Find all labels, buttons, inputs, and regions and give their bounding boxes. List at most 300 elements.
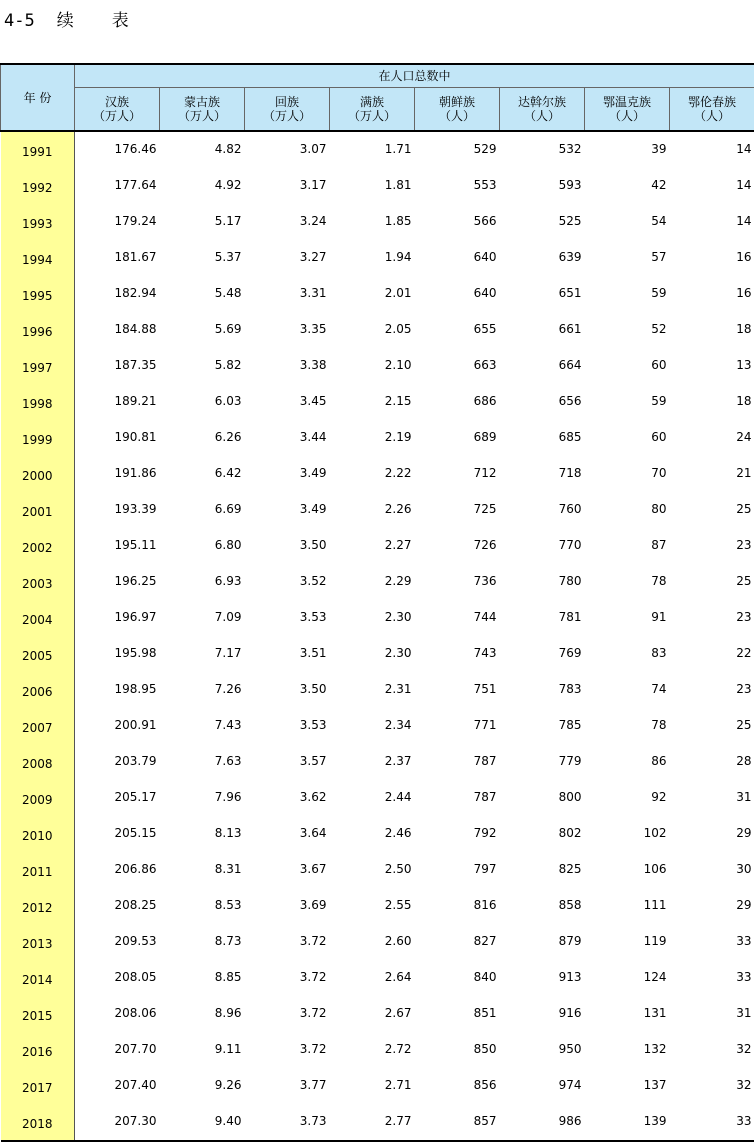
value-cell: 8.73 [160,924,245,960]
value-cell: 3.17 [245,168,330,204]
value-cell: 177.64 [75,168,160,204]
value-cell: 7.43 [160,708,245,744]
table-row [1,672,754,708]
value-cell: 3.50 [245,528,330,564]
value-cell: 686 [415,384,500,420]
value-cell: 655 [415,312,500,348]
value-cell: 139 [585,1104,670,1141]
column-name: 鄂温克族 [585,95,669,109]
value-cell: 3.62 [245,780,330,816]
value-cell: 25 [670,564,754,600]
table-row [1,816,754,852]
table-row [1,204,754,240]
value-cell: 950 [500,1032,585,1068]
value-cell: 7.63 [160,744,245,780]
value-cell: 2.67 [330,996,415,1032]
year-cell: 2010 [1,816,75,852]
value-cell: 2.34 [330,708,415,744]
value-cell: 196.25 [75,564,160,600]
column-name: 满族 [330,95,414,109]
value-cell: 725 [415,492,500,528]
column-name: 回族 [245,95,329,109]
value-cell: 24 [670,420,754,456]
value-cell: 1.85 [330,204,415,240]
value-cell: 14 [670,168,754,204]
year-cell: 2003 [1,564,75,600]
value-cell: 661 [500,312,585,348]
value-cell: 787 [415,744,500,780]
value-cell: 2.15 [330,384,415,420]
year-cell: 2018 [1,1104,75,1141]
value-cell: 780 [500,564,585,600]
year-column-header: 年 份 [1,64,75,131]
table-row [1,456,754,492]
year-cell: 1993 [1,204,75,240]
value-cell: 1.81 [330,168,415,204]
table-row [1,996,754,1032]
value-cell: 2.27 [330,528,415,564]
table-row [1,1032,754,1068]
value-cell: 198.95 [75,672,160,708]
value-cell: 39 [585,131,670,168]
column-header [585,88,670,132]
table-row [1,348,754,384]
value-cell: 74 [585,672,670,708]
value-cell: 207.40 [75,1068,160,1104]
table-row [1,744,754,780]
value-cell: 916 [500,996,585,1032]
value-cell: 2.44 [330,780,415,816]
column-header [670,88,754,132]
value-cell: 5.82 [160,348,245,384]
value-cell: 770 [500,528,585,564]
value-cell: 30 [670,852,754,888]
value-cell: 106 [585,852,670,888]
year-cell: 1999 [1,420,75,456]
value-cell: 9.11 [160,1032,245,1068]
population-table [0,63,754,1142]
value-cell: 2.77 [330,1104,415,1141]
table-row [1,1068,754,1104]
value-cell: 124 [585,960,670,996]
column-name: 蒙古族 [160,95,244,109]
value-cell: 840 [415,960,500,996]
table-header [1,64,754,131]
value-cell: 2.71 [330,1068,415,1104]
value-cell: 3.73 [245,1104,330,1141]
table-row [1,924,754,960]
year-cell: 1997 [1,348,75,384]
value-cell: 797 [415,852,500,888]
value-cell: 176.46 [75,131,160,168]
table-row [1,312,754,348]
value-cell: 5.69 [160,312,245,348]
value-cell: 1.71 [330,131,415,168]
value-cell: 783 [500,672,585,708]
value-cell: 2.22 [330,456,415,492]
value-cell: 685 [500,420,585,456]
value-cell: 3.49 [245,456,330,492]
value-cell: 25 [670,708,754,744]
value-cell: 207.70 [75,1032,160,1068]
value-cell: 3.67 [245,852,330,888]
column-unit: （万人） [330,109,414,123]
value-cell: 651 [500,276,585,312]
column-unit: （人） [670,109,754,123]
year-cell: 2012 [1,888,75,924]
value-cell: 6.26 [160,420,245,456]
value-cell: 102 [585,816,670,852]
value-cell: 54 [585,204,670,240]
value-cell: 191.86 [75,456,160,492]
value-cell: 529 [415,131,500,168]
value-cell: 2.31 [330,672,415,708]
value-cell: 2.26 [330,492,415,528]
value-cell: 3.64 [245,816,330,852]
value-cell: 83 [585,636,670,672]
value-cell: 29 [670,816,754,852]
value-cell: 13 [670,348,754,384]
value-cell: 726 [415,528,500,564]
value-cell: 743 [415,636,500,672]
value-cell: 3.77 [245,1068,330,1104]
value-cell: 29 [670,888,754,924]
value-cell: 2.01 [330,276,415,312]
value-cell: 3.50 [245,672,330,708]
year-cell: 2015 [1,996,75,1032]
value-cell: 78 [585,564,670,600]
column-header [330,88,415,132]
column-unit: （万人） [160,109,244,123]
value-cell: 856 [415,1068,500,1104]
year-cell: 2016 [1,1032,75,1068]
year-cell: 2006 [1,672,75,708]
value-cell: 3.72 [245,1032,330,1068]
value-cell: 974 [500,1068,585,1104]
value-cell: 23 [670,528,754,564]
value-cell: 2.46 [330,816,415,852]
year-cell: 2002 [1,528,75,564]
value-cell: 70 [585,456,670,492]
value-cell: 986 [500,1104,585,1141]
value-cell: 640 [415,240,500,276]
value-cell: 736 [415,564,500,600]
value-cell: 3.57 [245,744,330,780]
value-cell: 5.37 [160,240,245,276]
value-cell: 3.52 [245,564,330,600]
value-cell: 787 [415,780,500,816]
column-name: 汉族 [75,95,159,109]
table-row [1,708,754,744]
year-cell: 2017 [1,1068,75,1104]
value-cell: 8.13 [160,816,245,852]
value-cell: 189.21 [75,384,160,420]
table-row [1,168,754,204]
value-cell: 2.30 [330,636,415,672]
value-cell: 2.72 [330,1032,415,1068]
column-unit: （人） [585,109,669,123]
value-cell: 92 [585,780,670,816]
value-cell: 206.86 [75,852,160,888]
table-row [1,131,754,168]
value-cell: 802 [500,816,585,852]
value-cell: 792 [415,816,500,852]
year-cell: 1995 [1,276,75,312]
value-cell: 31 [670,780,754,816]
year-cell: 2011 [1,852,75,888]
value-cell: 131 [585,996,670,1032]
table-row [1,600,754,636]
value-cell: 25 [670,492,754,528]
value-cell: 119 [585,924,670,960]
value-cell: 196.97 [75,600,160,636]
value-cell: 744 [415,600,500,636]
value-cell: 751 [415,672,500,708]
value-cell: 208.06 [75,996,160,1032]
year-cell: 2008 [1,744,75,780]
value-cell: 208.05 [75,960,160,996]
value-cell: 137 [585,1068,670,1104]
value-cell: 21 [670,456,754,492]
value-cell: 858 [500,888,585,924]
value-cell: 3.53 [245,708,330,744]
value-cell: 800 [500,780,585,816]
value-cell: 553 [415,168,500,204]
value-cell: 2.55 [330,888,415,924]
column-header [160,88,245,132]
table-row [1,780,754,816]
value-cell: 57 [585,240,670,276]
value-cell: 7.96 [160,780,245,816]
year-cell: 2004 [1,600,75,636]
value-cell: 664 [500,348,585,384]
value-cell: 190.81 [75,420,160,456]
year-cell: 2014 [1,960,75,996]
value-cell: 16 [670,240,754,276]
value-cell: 9.26 [160,1068,245,1104]
table-row [1,564,754,600]
table-row [1,384,754,420]
value-cell: 532 [500,131,585,168]
table-row [1,636,754,672]
value-cell: 23 [670,672,754,708]
table-row [1,852,754,888]
value-cell: 2.05 [330,312,415,348]
value-cell: 525 [500,204,585,240]
value-cell: 32 [670,1032,754,1068]
value-cell: 769 [500,636,585,672]
column-name: 朝鲜族 [415,95,499,109]
value-cell: 31 [670,996,754,1032]
column-header [415,88,500,132]
value-cell: 781 [500,600,585,636]
value-cell: 816 [415,888,500,924]
value-cell: 18 [670,384,754,420]
value-cell: 2.29 [330,564,415,600]
value-cell: 179.24 [75,204,160,240]
value-cell: 5.48 [160,276,245,312]
value-cell: 760 [500,492,585,528]
column-header [75,88,160,132]
table-row [1,420,754,456]
value-cell: 3.27 [245,240,330,276]
value-cell: 200.91 [75,708,160,744]
value-cell: 6.93 [160,564,245,600]
value-cell: 3.07 [245,131,330,168]
value-cell: 18 [670,312,754,348]
value-cell: 6.69 [160,492,245,528]
value-cell: 2.60 [330,924,415,960]
value-cell: 827 [415,924,500,960]
value-cell: 33 [670,1104,754,1141]
value-cell: 3.49 [245,492,330,528]
value-cell: 3.72 [245,996,330,1032]
value-cell: 593 [500,168,585,204]
table-number: 4-5 [4,11,35,31]
value-cell: 187.35 [75,348,160,384]
value-cell: 8.85 [160,960,245,996]
value-cell: 7.26 [160,672,245,708]
value-cell: 181.67 [75,240,160,276]
value-cell: 6.03 [160,384,245,420]
value-cell: 78 [585,708,670,744]
year-cell: 1998 [1,384,75,420]
value-cell: 208.25 [75,888,160,924]
value-cell: 9.40 [160,1104,245,1141]
table-body [1,131,754,1141]
value-cell: 87 [585,528,670,564]
value-cell: 209.53 [75,924,160,960]
title-text-part2: 表 [112,11,129,31]
year-cell: 1992 [1,168,75,204]
value-cell: 59 [585,384,670,420]
year-cell: 1991 [1,131,75,168]
table-row [1,1104,754,1141]
value-cell: 32 [670,1068,754,1104]
column-unit: （万人） [75,109,159,123]
column-header [245,88,330,132]
value-cell: 3.72 [245,924,330,960]
value-cell: 28 [670,744,754,780]
value-cell: 111 [585,888,670,924]
year-cell: 2007 [1,708,75,744]
year-cell: 2001 [1,492,75,528]
value-cell: 851 [415,996,500,1032]
value-cell: 2.30 [330,600,415,636]
value-cell: 3.35 [245,312,330,348]
column-unit: （人） [500,109,584,123]
value-cell: 879 [500,924,585,960]
column-header [500,88,585,132]
table-row [1,276,754,312]
value-cell: 1.94 [330,240,415,276]
table-row [1,960,754,996]
value-cell: 913 [500,960,585,996]
value-cell: 3.31 [245,276,330,312]
value-cell: 7.09 [160,600,245,636]
value-cell: 8.96 [160,996,245,1032]
value-cell: 6.80 [160,528,245,564]
value-cell: 86 [585,744,670,780]
value-cell: 3.24 [245,204,330,240]
value-cell: 4.82 [160,131,245,168]
value-cell: 3.44 [245,420,330,456]
value-cell: 14 [670,131,754,168]
title-text-part1: 续 [57,11,74,31]
value-cell: 785 [500,708,585,744]
value-cell: 60 [585,348,670,384]
value-cell: 91 [585,600,670,636]
column-name: 达斡尔族 [500,95,584,109]
value-cell: 663 [415,348,500,384]
group-header: 在人口总数中 [75,64,754,88]
value-cell: 59 [585,276,670,312]
value-cell: 771 [415,708,500,744]
value-cell: 8.31 [160,852,245,888]
value-cell: 5.17 [160,204,245,240]
year-cell: 1994 [1,240,75,276]
value-cell: 42 [585,168,670,204]
table-row [1,528,754,564]
value-cell: 60 [585,420,670,456]
value-cell: 80 [585,492,670,528]
value-cell: 689 [415,420,500,456]
value-cell: 7.17 [160,636,245,672]
value-cell: 640 [415,276,500,312]
value-cell: 2.37 [330,744,415,780]
value-cell: 182.94 [75,276,160,312]
value-cell: 3.38 [245,348,330,384]
value-cell: 850 [415,1032,500,1068]
value-cell: 718 [500,456,585,492]
page-title [4,6,129,31]
year-cell: 2005 [1,636,75,672]
value-cell: 2.50 [330,852,415,888]
value-cell: 779 [500,744,585,780]
value-cell: 566 [415,204,500,240]
value-cell: 857 [415,1104,500,1141]
year-cell: 2009 [1,780,75,816]
value-cell: 639 [500,240,585,276]
year-cell: 2013 [1,924,75,960]
value-cell: 22 [670,636,754,672]
value-cell: 4.92 [160,168,245,204]
value-cell: 656 [500,384,585,420]
value-cell: 184.88 [75,312,160,348]
value-cell: 205.15 [75,816,160,852]
value-cell: 132 [585,1032,670,1068]
column-unit: （万人） [245,109,329,123]
value-cell: 2.10 [330,348,415,384]
column-name: 鄂伦春族 [670,95,754,109]
value-cell: 3.45 [245,384,330,420]
value-cell: 205.17 [75,780,160,816]
table-row [1,888,754,924]
value-cell: 207.30 [75,1104,160,1141]
value-cell: 52 [585,312,670,348]
value-cell: 195.11 [75,528,160,564]
column-unit: （人） [415,109,499,123]
value-cell: 14 [670,204,754,240]
value-cell: 195.98 [75,636,160,672]
value-cell: 33 [670,960,754,996]
value-cell: 33 [670,924,754,960]
value-cell: 3.72 [245,960,330,996]
table-row [1,240,754,276]
year-cell: 1996 [1,312,75,348]
value-cell: 203.79 [75,744,160,780]
value-cell: 712 [415,456,500,492]
